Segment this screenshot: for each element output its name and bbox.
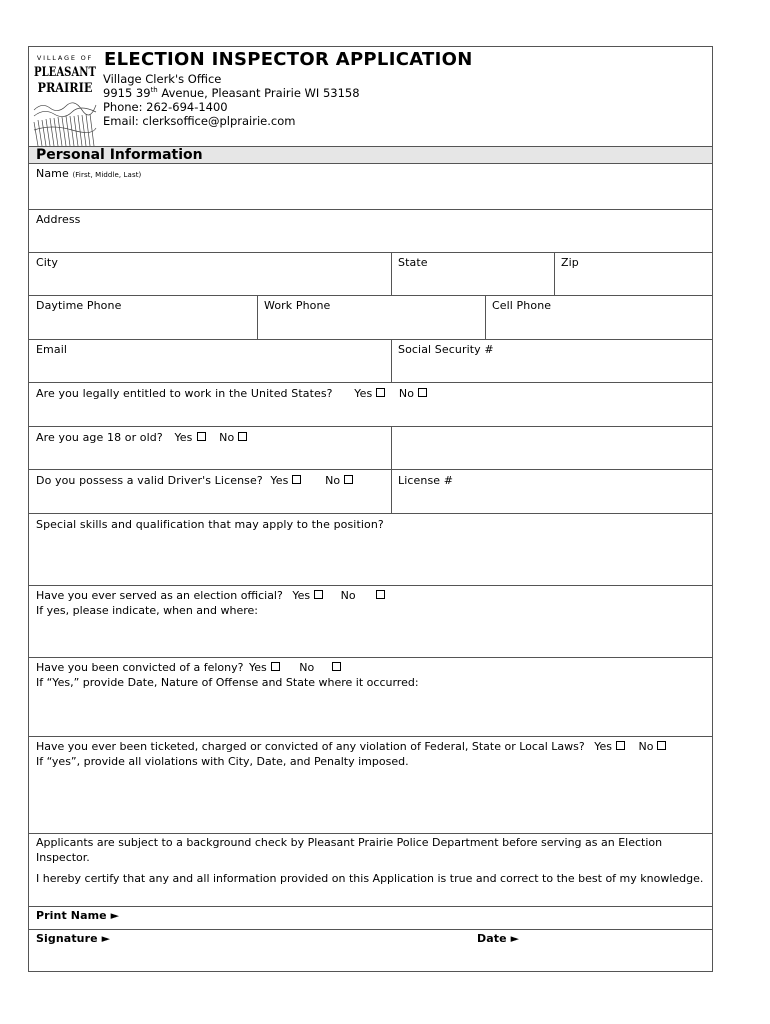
legal-work-row bbox=[29, 383, 712, 427]
date-field[interactable] bbox=[469, 930, 712, 973]
office-email: Email: clerksoffice@plprairie.com bbox=[103, 114, 296, 128]
felony-question: Have you been convicted of a felony? bbox=[36, 661, 244, 674]
violation-question: Have you ever been ticketed, charged or convicted of any violation of Federal, State or Local Laws? bbox=[36, 740, 585, 753]
city-state-zip-row bbox=[29, 253, 712, 296]
violation-yes-checkbox[interactable] bbox=[616, 741, 625, 750]
age-no-label: No bbox=[219, 431, 235, 444]
served-detail: If yes, please indicate, when and where: bbox=[36, 604, 258, 617]
logo-line3: PRAIRIE bbox=[37, 81, 93, 96]
license-question-cell bbox=[29, 470, 391, 513]
felony-no-label: No bbox=[299, 661, 315, 674]
city-field[interactable] bbox=[29, 253, 391, 295]
legal-work-yes-checkbox[interactable] bbox=[376, 388, 385, 397]
email-label: Email bbox=[36, 343, 68, 356]
name-hint: (First, Middle, Last) bbox=[72, 171, 142, 179]
name-label: Name bbox=[36, 167, 69, 180]
violation-row[interactable] bbox=[29, 737, 712, 834]
age-no-checkbox[interactable] bbox=[238, 432, 247, 441]
felony-yes-checkbox[interactable] bbox=[271, 662, 280, 671]
email-field[interactable] bbox=[29, 340, 391, 382]
village-logo bbox=[32, 50, 98, 147]
zip-label: Zip bbox=[561, 256, 579, 269]
violation-no-checkbox[interactable] bbox=[657, 741, 666, 750]
city-label: City bbox=[36, 256, 58, 269]
office-phone: Phone: 262-694-1400 bbox=[103, 100, 228, 114]
violation-no-label: No bbox=[638, 740, 654, 753]
age-question: Are you age 18 or old? bbox=[36, 431, 163, 444]
section-title: Personal Information bbox=[36, 147, 203, 163]
address-field[interactable] bbox=[29, 210, 712, 253]
email-ssn-row bbox=[29, 340, 712, 383]
skills-label: Special skills and qualification that may apply to the position? bbox=[36, 518, 384, 531]
served-question: Have you ever served as an election official? bbox=[36, 589, 283, 602]
daytime-phone-label: Daytime Phone bbox=[36, 299, 122, 312]
served-no-label: No bbox=[340, 589, 356, 602]
served-yes-label: Yes bbox=[292, 589, 311, 602]
work-phone-field[interactable] bbox=[257, 296, 485, 339]
legal-work-yes-label: Yes bbox=[354, 387, 373, 400]
license-yes-checkbox[interactable] bbox=[292, 475, 301, 484]
print-name-field[interactable] bbox=[29, 907, 712, 930]
office-name: Village Clerk's Office bbox=[103, 72, 222, 86]
signature-row bbox=[29, 930, 712, 973]
section-header bbox=[29, 146, 712, 164]
violation-detail: If “yes”, provide all violations with City, Date, and Penalty imposed. bbox=[36, 755, 409, 768]
license-number-field[interactable] bbox=[391, 470, 712, 513]
signature-label: Signature ► bbox=[36, 932, 111, 945]
license-no-checkbox[interactable] bbox=[344, 475, 353, 484]
application-form bbox=[28, 46, 713, 972]
age-yes-checkbox[interactable] bbox=[197, 432, 206, 441]
age-cell bbox=[29, 427, 391, 469]
address-label: Address bbox=[36, 213, 81, 226]
certify-statement: I hereby certify that any and all information provided on this Application is true and correct to the best of my knowledge. bbox=[36, 872, 704, 885]
legal-work-question: Are you legally entitled to work in the United States? bbox=[36, 387, 333, 400]
zip-field[interactable] bbox=[554, 253, 712, 295]
certification-block bbox=[29, 834, 712, 907]
cell-phone-label: Cell Phone bbox=[492, 299, 552, 312]
ssn-label: Social Security # bbox=[398, 343, 494, 356]
phone-row bbox=[29, 296, 712, 340]
license-number-label: License # bbox=[398, 474, 454, 487]
served-yes-checkbox[interactable] bbox=[314, 590, 323, 599]
address-superscript: th bbox=[150, 86, 158, 95]
name-field[interactable] bbox=[29, 164, 712, 210]
ssn-field[interactable] bbox=[391, 340, 712, 382]
age-yes-label: Yes bbox=[174, 431, 193, 444]
skills-field[interactable] bbox=[29, 514, 712, 586]
felony-yes-label: Yes bbox=[249, 661, 267, 674]
state-field[interactable] bbox=[391, 253, 554, 295]
office-address bbox=[103, 86, 360, 100]
age-row bbox=[29, 427, 712, 470]
legal-work-no-label: No bbox=[398, 387, 415, 400]
license-question: Do you possess a valid Driver's License? bbox=[36, 474, 263, 487]
legal-work-no-checkbox[interactable] bbox=[418, 388, 427, 397]
form-title: ELECTION INSPECTOR APPLICATION bbox=[104, 49, 473, 70]
state-label: State bbox=[398, 256, 428, 269]
felony-detail: If “Yes,” provide Date, Nature of Offense and State where it occurred: bbox=[36, 676, 419, 689]
felony-row[interactable] bbox=[29, 658, 712, 737]
signature-field[interactable] bbox=[29, 930, 469, 973]
felony-no-checkbox[interactable] bbox=[332, 662, 341, 671]
print-name-label: Print Name ► bbox=[36, 909, 120, 922]
background-notice: Applicants are subject to a background check by Pleasant Prairie Police Department before serving as an Election Inspector. bbox=[36, 836, 663, 864]
age-blank-cell bbox=[391, 427, 712, 469]
cell-phone-field[interactable] bbox=[485, 296, 712, 339]
served-no-checkbox[interactable] bbox=[376, 590, 385, 599]
work-phone-label: Work Phone bbox=[264, 299, 331, 312]
address-part2: Avenue, Pleasant Prairie WI 53158 bbox=[157, 86, 360, 100]
logo-line2: PLEASANT bbox=[34, 65, 97, 80]
license-no-label: No bbox=[325, 474, 341, 487]
violation-yes-label: Yes bbox=[594, 740, 612, 753]
address-part1: 9915 39 bbox=[103, 86, 151, 100]
daytime-phone-field[interactable] bbox=[29, 296, 257, 339]
license-row bbox=[29, 470, 712, 514]
license-yes-label: Yes bbox=[270, 474, 289, 487]
logo-line1: VILLAGE OF bbox=[36, 54, 94, 62]
served-row[interactable] bbox=[29, 586, 712, 658]
date-label: Date ► bbox=[477, 932, 520, 945]
